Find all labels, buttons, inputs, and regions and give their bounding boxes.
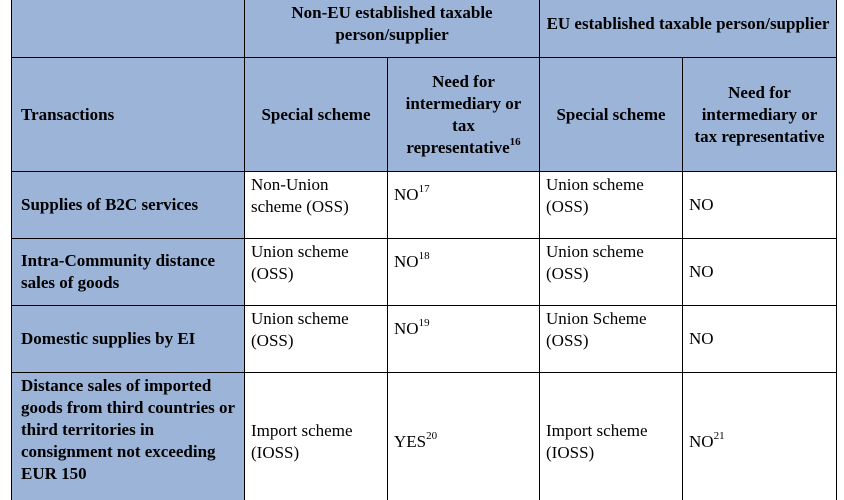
row-transaction-label: Supplies of B2C services — [12, 172, 245, 239]
header-blank-cell — [12, 0, 245, 58]
non-eu-need-cell — [388, 239, 540, 306]
header-need-intermediary-non-eu — [388, 58, 540, 172]
vat-schemes-table — [11, 0, 837, 500]
need-value: YES — [394, 431, 427, 451]
need-value: NO — [689, 431, 714, 451]
non-eu-need-cell — [388, 373, 540, 500]
non-eu-need-cell — [388, 306, 540, 373]
header-need-intermediary-eu: Need for intermediary or tax representative — [683, 58, 837, 172]
footnote-ref: 18 — [418, 250, 430, 263]
footnote-ref: 21 — [713, 429, 725, 442]
eu-scheme-cell: Import scheme (IOSS) — [540, 373, 683, 500]
footnote-ref-16: 16 — [509, 135, 521, 148]
table-row — [12, 172, 837, 239]
footnote-ref: 20 — [426, 429, 438, 442]
eu-need-cell: NO — [683, 239, 837, 306]
eu-need-cell: NO — [683, 306, 837, 373]
eu-need-cell: NO — [683, 172, 837, 239]
non-eu-need-cell — [388, 172, 540, 239]
header-non-eu-group: Non-EU established taxable person/supplier — [245, 0, 540, 58]
eu-need-cell — [683, 373, 837, 500]
header-special-scheme-eu: Special scheme — [540, 58, 683, 172]
row-transaction-label: Distance sales of imported goods from third countries or third territories in consignment not exceeding EUR 150 — [12, 373, 245, 500]
table-row — [12, 239, 837, 306]
eu-scheme-cell: Union scheme (OSS) — [540, 239, 683, 306]
header-eu-group: EU established taxable person/supplier — [540, 0, 837, 58]
table-row — [12, 373, 837, 500]
need-value: NO — [394, 319, 419, 338]
header-need-intermediary-text: Need for intermediary or tax representative — [405, 71, 522, 157]
row-transaction-label: Domestic supplies by EI — [12, 306, 245, 373]
footnote-ref: 19 — [418, 317, 430, 330]
column-header-row — [12, 58, 837, 172]
group-header-row — [12, 0, 837, 58]
table-row — [12, 306, 837, 373]
footnote-ref: 17 — [418, 183, 430, 196]
non-eu-scheme-cell: Union scheme (OSS) — [245, 239, 388, 306]
header-special-scheme-non-eu: Special scheme — [245, 58, 388, 172]
non-eu-scheme-cell: Non-Union scheme (OSS) — [245, 172, 388, 239]
eu-scheme-cell: Union Scheme (OSS) — [540, 306, 683, 373]
need-value: NO — [394, 252, 419, 271]
need-value: NO — [394, 185, 419, 204]
eu-scheme-cell: Union scheme (OSS) — [540, 172, 683, 239]
non-eu-scheme-cell: Import scheme (IOSS) — [245, 373, 388, 500]
non-eu-scheme-cell: Union scheme (OSS) — [245, 306, 388, 373]
header-transactions: Transactions — [12, 58, 245, 172]
row-transaction-label: Intra-Community distance sales of goods — [12, 239, 245, 306]
